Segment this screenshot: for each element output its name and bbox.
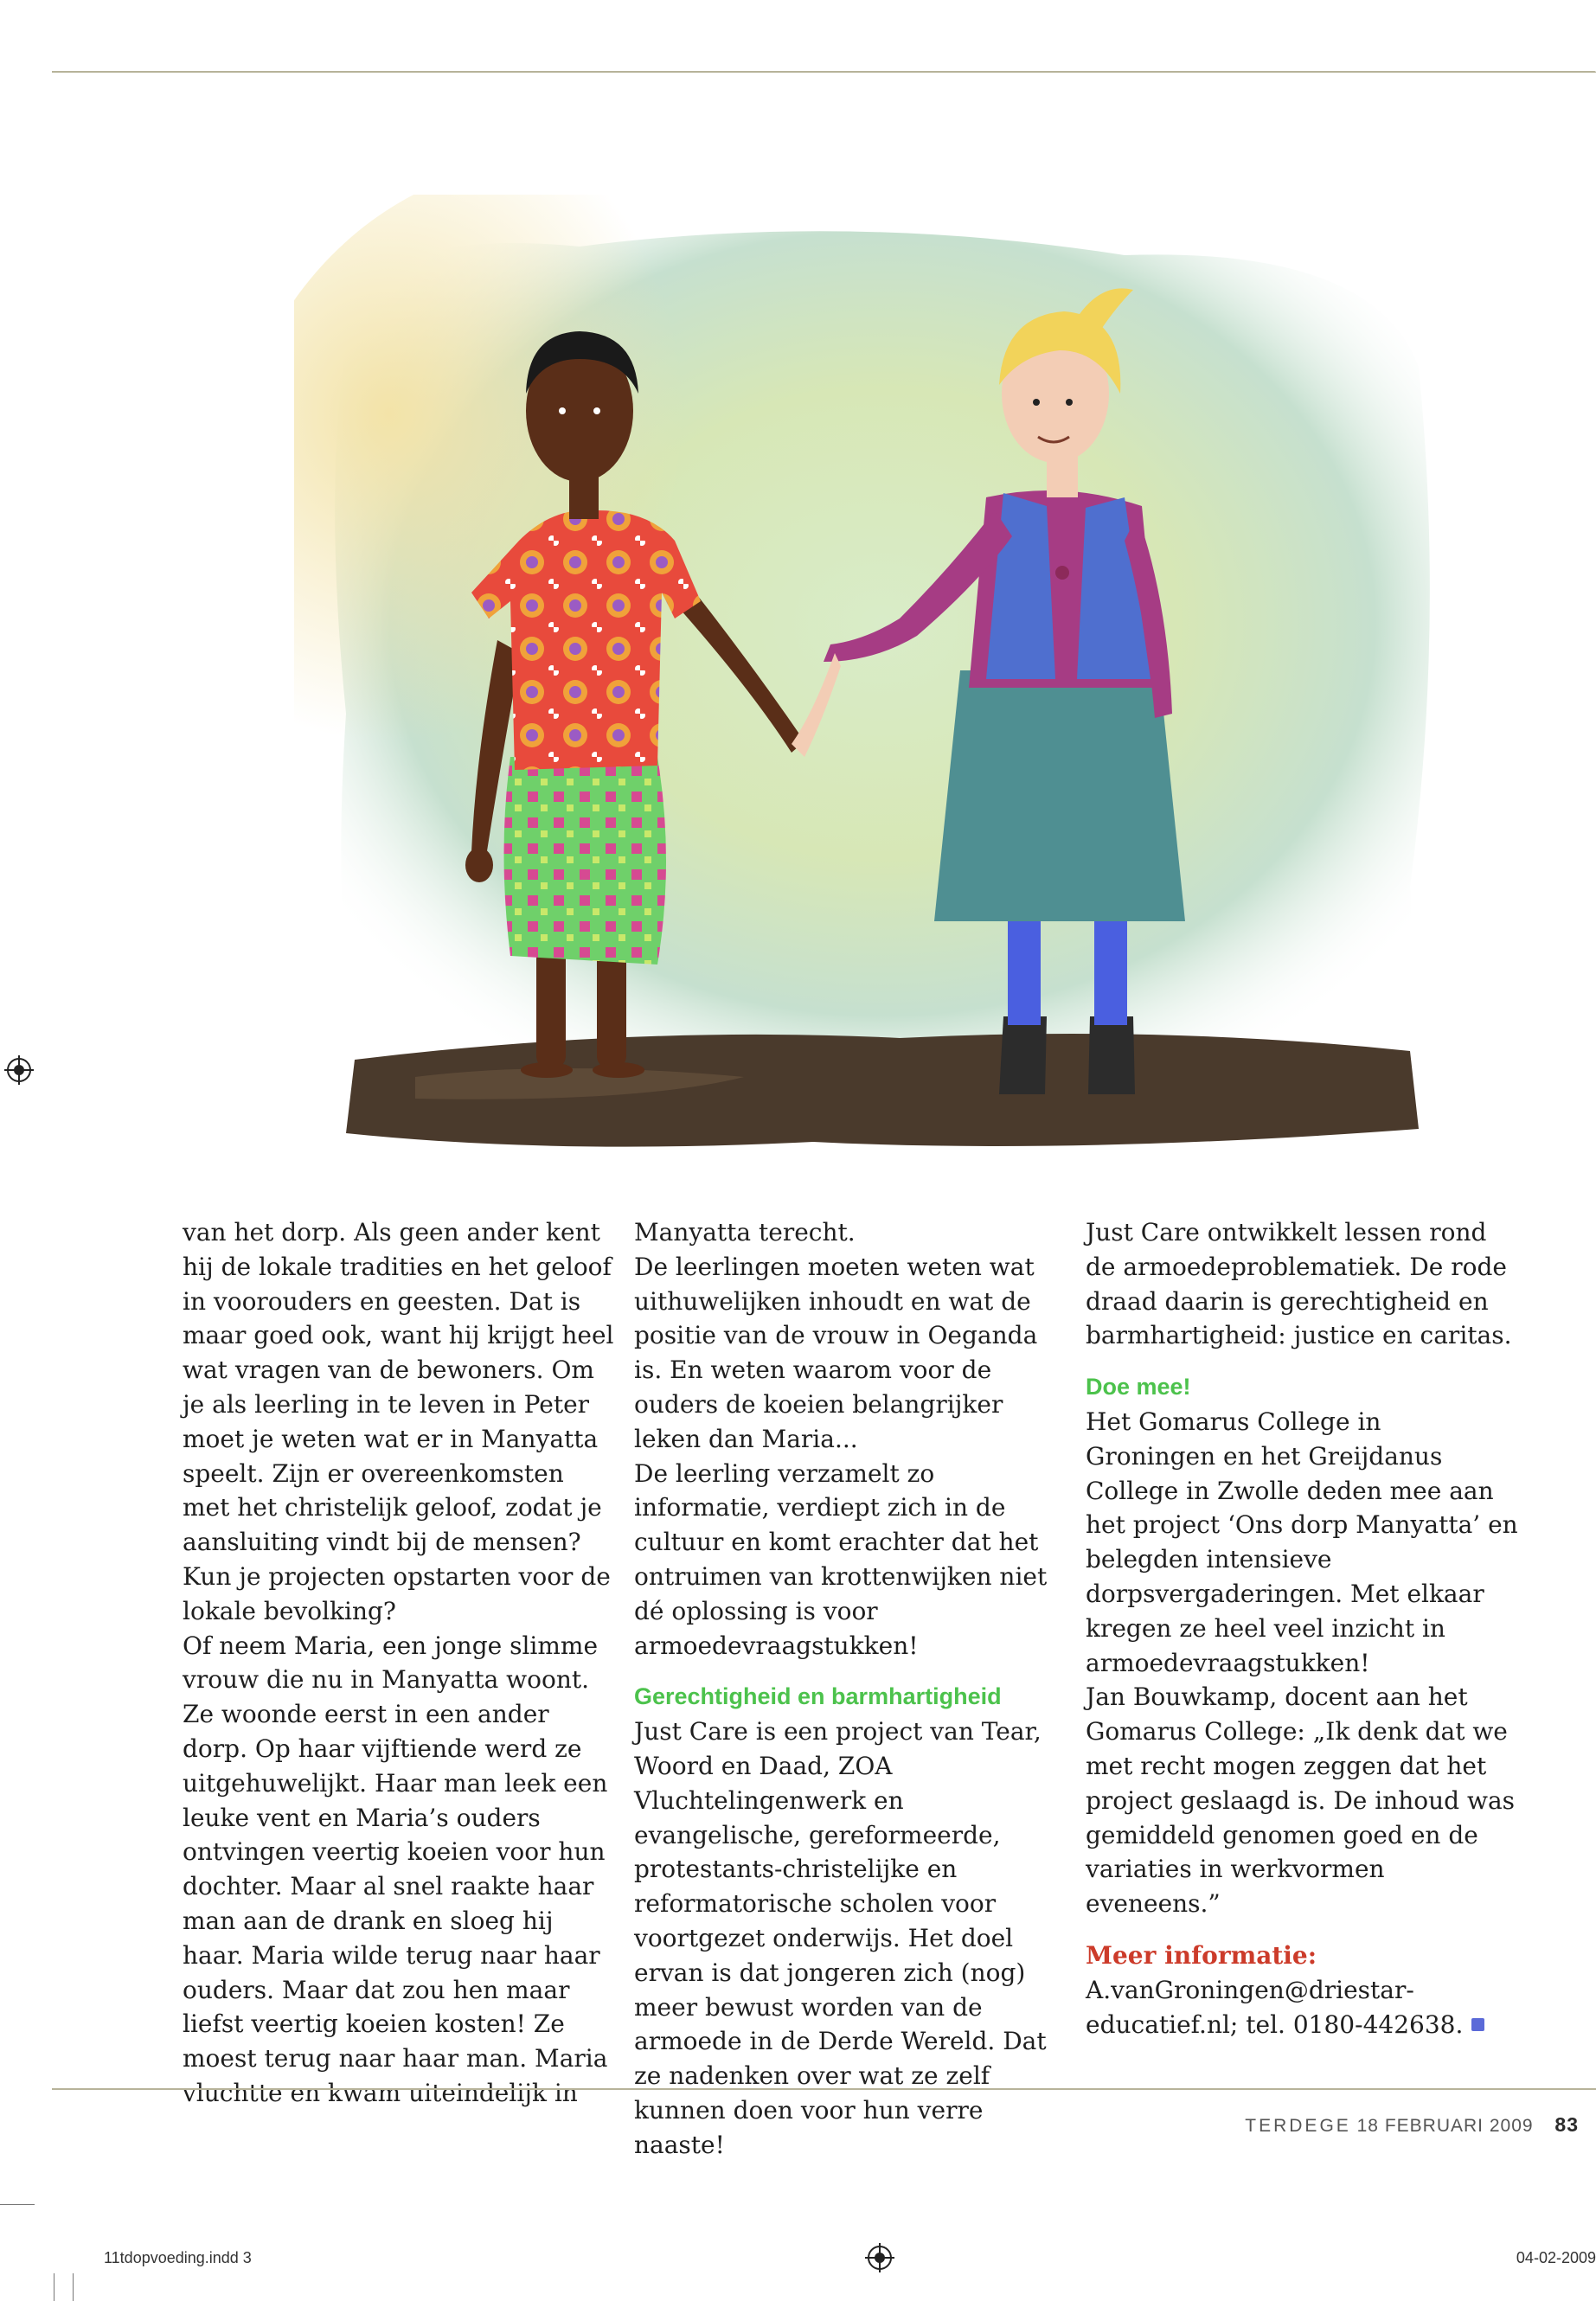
registration-mark-icon xyxy=(865,2243,894,2272)
bottom-rule xyxy=(52,2088,1596,2090)
publication-name: TERDEGE xyxy=(1245,2116,1351,2136)
slug-date: 04-02-2009 xyxy=(1516,2249,1596,2266)
text-column-3 xyxy=(1086,1215,1518,2041)
page-footer xyxy=(1245,2113,1579,2137)
paragraph: Just Care ontwikkelt lessen rond de armoedeproblematiek. De rode draad daarin is gerechtigheid en barmhartigheid: justice en caritas. xyxy=(1086,1218,1512,1350)
paragraph: De leerlingen moeten weten wat uithuwelijken inhoudt en wat de positie van de vrouw in Oeganda is. En weten waarom voor de ouders de koeien belangrijker leken dan Maria... xyxy=(634,1252,1038,1453)
text-column-1 xyxy=(183,1215,615,2111)
info-line xyxy=(1086,1973,1518,2042)
page-number: 83 xyxy=(1554,2113,1579,2136)
registration-mark-icon xyxy=(4,1055,34,1085)
paragraph: Manyatta terecht. xyxy=(634,1218,856,1247)
paragraph: Het Gomarus College in Groningen en het Greijdanus College in Zwolle deden mee aan het project ‘Ons dorp Manyatta’ en belegden intensieve dorpsvergaderingen. Met elkaar kregen ze heel veel inzicht in armoedevraagstukken! xyxy=(1086,1407,1518,1677)
issue-date: 18 FEBRUARI 2009 xyxy=(1356,2116,1534,2136)
paragraph: Just Care is een project van Tear, Woord en Daad, ZOA Vluchtelingenwerk en evangelische, gereformeerde, protestants-christelijke en reformatorische scholen voor voortgezet onderwijs. Het doel ervan is dat jongeren zich (nog) meer bewust worden van de armoede in de Derde Wereld. Dat ze nadenken over wat ze zelf kunnen doen voor hun verre naaste! xyxy=(634,1717,1047,2159)
crop-mark xyxy=(73,2273,74,2301)
paragraph: De leerling verzamelt zo informatie, verdiept zich in de cultuur en komt erachter dat het ontruimen van krottenwijken niet dé oplossing is voor armoedevraagstukken! xyxy=(634,1458,1048,1660)
end-of-article-icon xyxy=(1471,2018,1484,2031)
text-column-2 xyxy=(634,1215,1067,2163)
top-rule xyxy=(52,71,1596,73)
paragraph: van het dorp. Als geen ander kent hij de lokale tradities en het geloof in voorouders en geesten. Dat is maar goed ook, want hij krijgt heel wat vragen van de bewoners. Om je als leerling in te leven in Peter moet je weten wat er in Manyatta speelt. Zijn er overeenkomsten met het christelijk geloof, zodat je aansluiting vindt bij de mensen? Kun je projecten opstarten voor de lokale bevolking? xyxy=(183,1218,614,1625)
contact-info: A.vanGroningen@driestar-educatief.nl; tel. 0180-442638. xyxy=(1086,1975,1464,2039)
illustration-two-children-holding-hands xyxy=(294,195,1445,1172)
crop-mark xyxy=(0,2204,35,2205)
paragraph: Jan Bouwkamp, docent aan het Gomarus College: „Ik denk dat we met recht mogen zeggen dat het project geslaagd is. De inhoud was gemiddeld genomen goed en de variaties in werkvormen eveneens.” xyxy=(1086,1682,1516,1919)
section-heading: Doe mee! xyxy=(1086,1374,1191,1400)
info-heading: Meer informatie: xyxy=(1086,1940,1317,1970)
section-heading: Gerechtigheid en barmhartigheid xyxy=(634,1683,1002,1710)
paragraph: Of neem Maria, een jonge slimme vrouw die nu in Manyatta woont. Ze woonde eerst in een ander dorp. Op haar vijftiende werd ze uitgehuwelijkt. Haar man leek een leuke vent en Maria’s ouders ontvingen veertig koeien voor hun dochter. Maar al snel raakte haar man aan de drank en sloeg hij haar. Maria wilde terug naar haar ouders. Maar dat zou hen maar liefst veertig koeien kosten! Ze moest terug naar haar man. Maria vluchtte en kwam uiteindelijk in xyxy=(183,1631,608,2107)
slug-filename: 11tdopvoeding.indd 3 xyxy=(104,2249,252,2266)
